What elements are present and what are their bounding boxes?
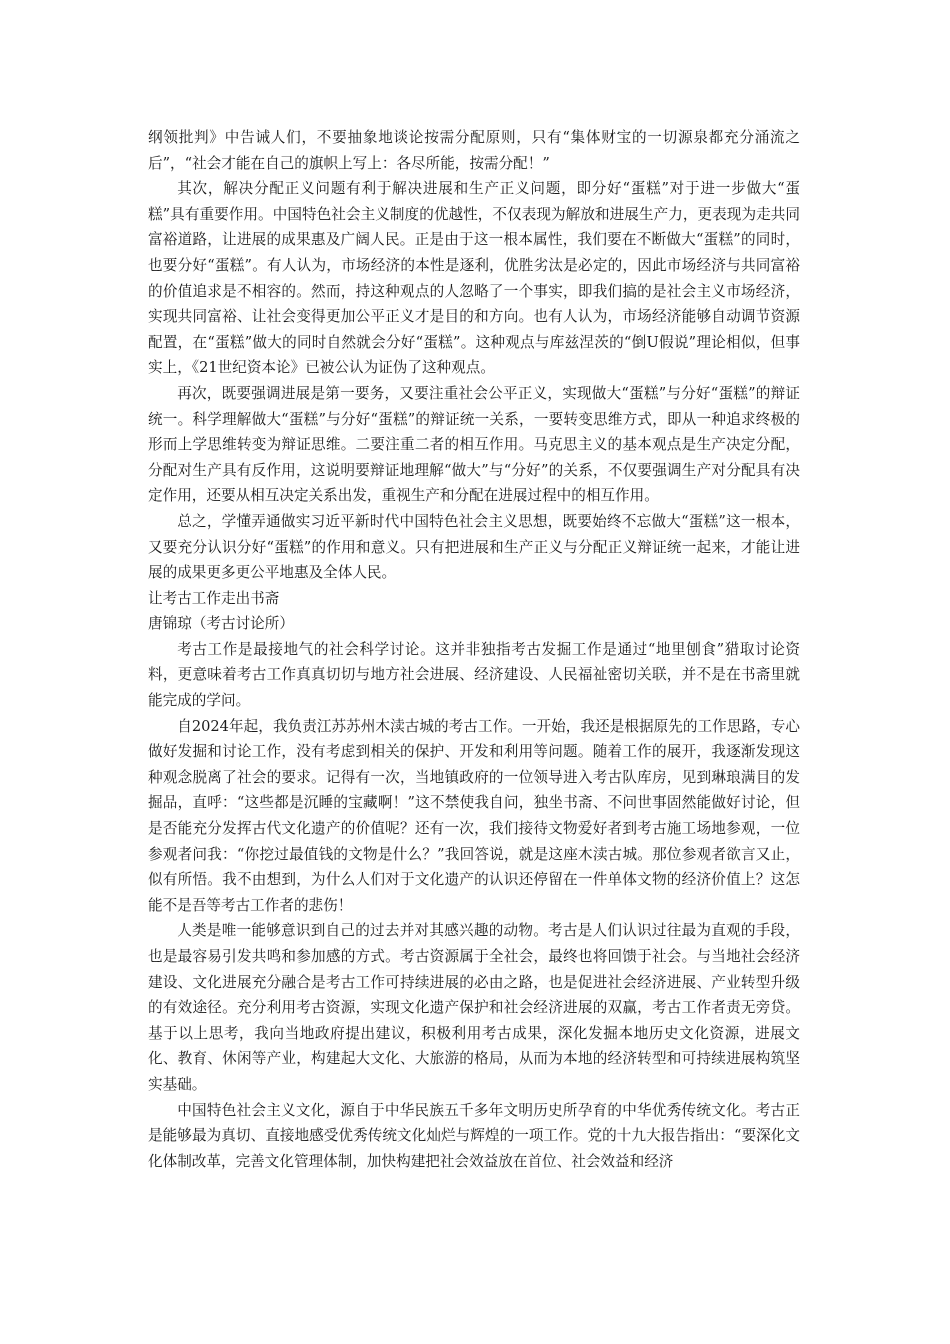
paragraph: 自2024年起，我负责江苏苏州木渎古城的考古工作。一开始，我还是根据原先的工作思路，专心做好发掘和讨论工作，没有考虑到相关的保护、开发和利用等问题。随着工作的展开，我逐渐发现这种观念脱离了社会的要求。记得有一次，当地镇政府的一位领导进入考古队库房，见到琳琅满目的发掘品，直呼：“这些都是沉睡的宝藏啊！”这不禁使我自问，独坐书斋、不问世事固然能做好讨论，但是否能充分发挥古代文化遗产的价值呢？还有一次，我们接待文物爱好者到考古施工场地参观，一位参观者问我：“你挖过最值钱的文物是什么？”我回答说，就是这座木渎古城。那位参观者欲言又止，似有所悟。我不由想到，为什么人们对于文化遗产的认识还停留在一件单体文物的经济价值上？这怎能不是吾等考古工作者的悲伤！ (148, 717, 800, 914)
paragraph: 其次，解决分配正义问题有利于解决进展和生产正义问题，即分好“蛋糕”对于进一步做大“蛋糕”具有重要作用。中国特色社会主义制度的优越性，不仅表现为解放和进展生产力，更表现为走共同富裕道路，让进展的成果惠及广阔人民。正是由于这一根本属性，我们要在不断做大“蛋糕”的同时，也要分好“蛋糕”。有人认为，市场经济的本性是逐利，优胜劣汰是必定的，因此市场经济与共同富裕的价值追求是不相容的。然而，持这种观点的人忽略了一个事实，即我们搞的是社会主义市场经济，实现共同富裕、让社会变得更加公平正义才是目的和方向。也有人认为，市场经济能够自动调节资源配置，在“蛋糕”做大的同时自然就会分好“蛋糕”。这种观点与库兹涅茨的“倒U假说”理论相似，但事实上，《21世纪资本论》已被公认为证伪了这种观点。 (148, 180, 800, 377)
paragraph: 人类是唯一能够意识到自己的过去并对其感兴趣的动物。考古是人们认识过往最为直观的手段，也是最容易引发共鸣和参加感的方式。考古资源属于全社会，最终也将回馈于社会。与当地社会经济建设、文化进展充分融合是考古工作可持续进展的必由之路，也是促进社会经济进展、产业转型升级的有效途径。充分利用考古资源，实现文化遗产保护和社会经济进展的双赢，考古工作者责无旁贷。基于以上思考，我向当地政府提出建议，积极利用考古成果，深化发掘本地历史文化资源，进展文化、教育、休闲等产业，构建起大文化、大旅游的格局，从而为本地的经济转型和可持续进展构筑坚实基础。 (148, 922, 800, 1093)
paragraph: 再次，既要强调进展是第一要务，又要注重社会公平正义，实现做大“蛋糕”与分好“蛋糕”的辩证统一。科学理解做大“蛋糕”与分好“蛋糕”的辩证统一关系，一要转变思维方式，即从一种追求终极的形而上学思维转变为辩证思维。二要注重二者的相互作用。马克思主义的基本观点是生产决定分配，分配对生产具有反作用，这说明要辩证地理解“做大”与“分好”的关系，不仅要强调生产对分配具有决定作用，还要从相互决定关系出发，重视生产和分配在进展过程中的相互作用。 (148, 384, 800, 505)
paragraph: 总之，学懂弄通做实习近平新时代中国特色社会主义思想，既要始终不忘做大“蛋糕”这一根本，又要充分认识分好“蛋糕”的作用和意义。只有把进展和生产正义与分配正义辩证统一起来，才能让进展的成果更多更公平地惠及全体人民。 (148, 512, 800, 582)
document-body (148, 125, 800, 1174)
paragraph-continued: 纲领批判》中告诫人们，不要抽象地谈论按需分配原则，只有“集体财宝的一切源泉都充分涌流之后”，“社会才能在自己的旗帜上写上：各尽所能，按需分配！” (148, 129, 800, 172)
paragraph: 考古工作是最接地气的社会科学讨论。这并非独指考古发掘工作是通过“地里刨食”猎取讨论资料，更意味着考古工作真真切切与地方社会进展、经济建设、人民福祉密切关联，并不是在书斋里就能完成的学问。 (148, 640, 800, 710)
paragraph: 中国特色社会主义文化，源自于中华民族五千多年文明历史所孕育的中华优秀传统文化。考古正是能够最为真切、直接地感受优秀传统文化灿烂与辉煌的一项工作。党的十九大报告指出：“要深化文化体制改革，完善文化管理体制，加快构建把社会效益放在首位、社会效益和经济 (148, 1101, 800, 1170)
article-author: 唐锦琼（考古讨论所） (148, 615, 294, 633)
article-title: 让考古工作走出书斋 (148, 589, 280, 607)
